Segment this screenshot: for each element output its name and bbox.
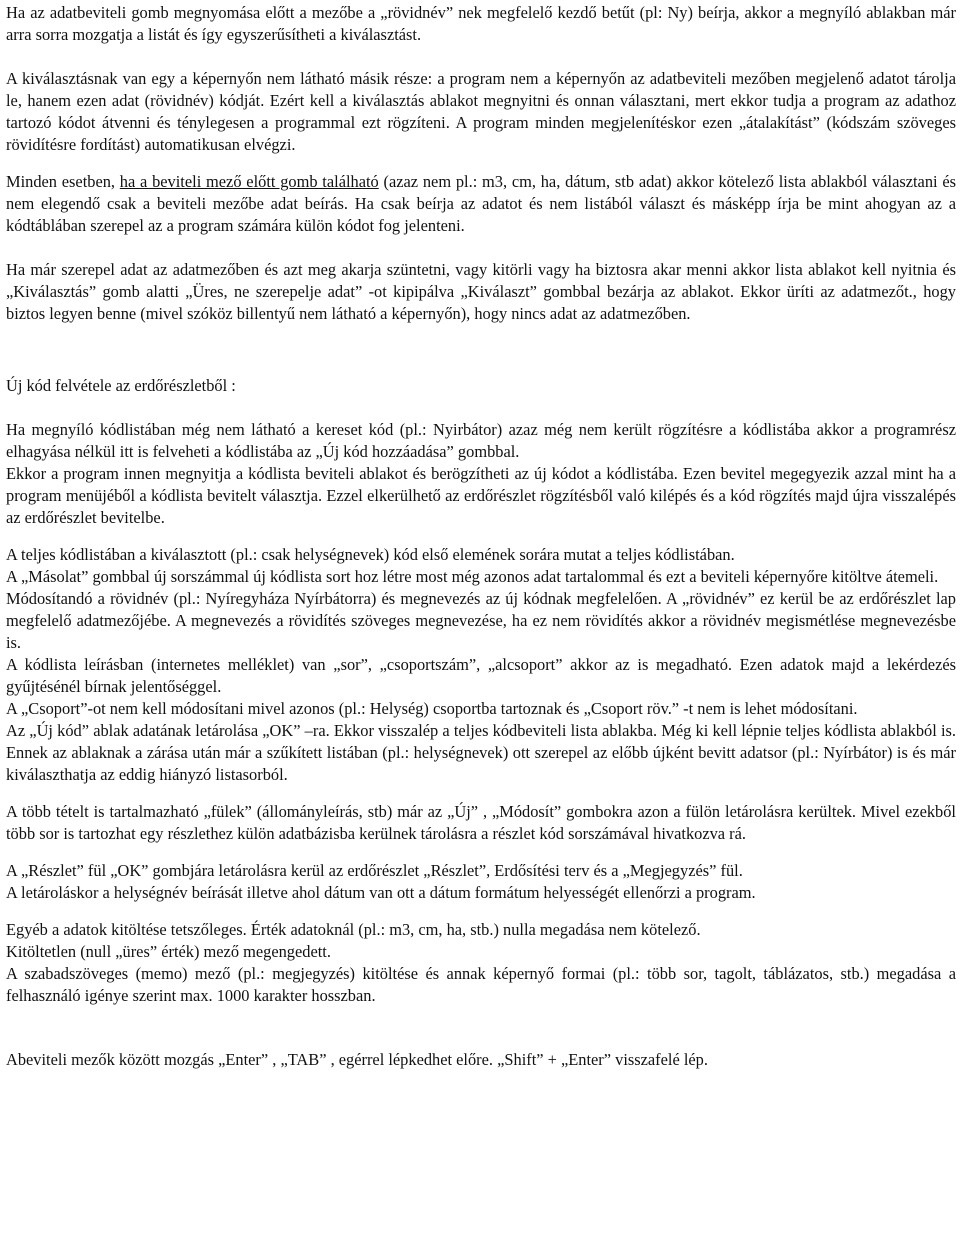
paragraph-code-entry-window: Ekkor a program innen megnyitja a kódlista beviteli ablakot és berögzítheti az új kódot a kódlistába. Ezen bevitel megegyezik azzal mint ha a program menüjéből a kódlista bevitelt választja. Ezzel elkerülhető az erdőrészlet rögzítésből való kilépés és a kód rögzítés majd újra visszalépés az erdőrészlet bevitelbe. [6, 464, 956, 527]
underlined-condition: ha a beviteli mező előtt gomb található [119, 172, 379, 191]
paragraph-memo-field: A szabadszöveges (memo) mező (pl.: megjegyzés) kitöltése és annak képernyő formai (pl.: több sor, tagolt, táblázatos, stb.) megadása a felhasználó igénye szerint max. 1000 karakter hosszban. [6, 964, 956, 1005]
paragraph-save-new-code: Az „Új kód” ablak adatának letárolása „OK” –ra. Ekkor visszalép a teljes kódbeviteli lista ablakba. Még ki kell lépnie teljes kódlista ablakból is. Ennek az ablaknak a zárása után már a szűkített listában (pl.: helységnevek) ott szerepel az előbb újként bevitt adatsor (pl.: Nyírbátor) is és már kiválaszthatja az eddig hiányzó listasorból. [6, 721, 956, 784]
paragraph-navigation-keys: Abeviteli mezők között mozgás „Enter” , „TAB” , egérrel lépkedhet előre. „Shift” + „Enter” visszafelé lép. [6, 1050, 708, 1069]
paragraph-tabs: A több tételt is tartalmazható „fülek” (állományleírás, stb) már az „Új” , „Módosít” gombokra azon a fülön letárolásra kerültek. Mivel ezekből több sor is tartozhat egy részlethez külön adatbázisba kerülnek tárolásra a részlet kód sorszámával hivatkozva rá. [6, 802, 956, 843]
paragraph-modify-shortname: Módosítandó a rövidnév (pl.: Nyíregyháza Nyírbátorra) és megnevezés az új kódnak megfelelően. A „rövidnév” ez kerül be az erdőrészlet lap megfelelő adatmezőjébe. A megnevezés a rövidítés szöveges megnevezése, ha ez nem rövidítés akkor a rövidnév megismétlése megnevezésbe is. [6, 589, 956, 652]
paragraph-mandatory-list [6, 171, 956, 237]
paragraph-full-list: A teljes kódlistában a kiválasztott (pl.: csak helységnevek) kód első elemének sorára mutat a teljes kódlistában. [6, 545, 735, 564]
paragraph-hidden-code: A kiválasztásnak van egy a képernyőn nem látható másik része: a program nem a képernyőn az adatbeviteli mezőben megjelenő adatot tárolja le, hanem ezen adat (rövidnév) kódját. Ezért kell a kiválasztás ablakot megnyitni és onnan választani, mert ekkor tudja a program az adathoz tartozó kódot átvenni és ténylegesen a programmal ezt rögzíteni. A program minden megjelenítéskor ezen „átalakítást” (kódszám szöveges rövidítésre fordítást) automatikusan elvégzi. [6, 69, 956, 154]
paragraph-shortname-typing: Ha az adatbeviteli gomb megnyomása előtt a mezőbe a „rövidnév” nek megfelelő kezdő betűt (pl: Ny) beírja, akkor a megnyíló ablakban már arra sorra mozgatja a listát és így egyszerűsítheti a kiválasztást. [6, 3, 956, 44]
paragraph-clear-field: Ha már szerepel adat az adatmezőben és azt meg akarja szüntetni, vagy kitörli vagy ha biztosra akar menni akkor lista ablakot kell nyitnia és „Kiválasztás” gomb alatti „Üres, ne szerepelje adat” -ot kipipálva „Kiválaszt” gombbal bezárja az ablakot. Ekkor üríti az adatmezőt., hogy biztos legyen benne (mivel szóköz billentyű nem látható a képernyőn), hogy nincs adat az adatmezőben. [6, 260, 956, 323]
paragraph-list-description: A kódlista leírásban (internetes melléklet) van „sor”, „csoportszám”, „alcsoport” akkor az is megadható. Ezen adatok majd a lekérdezés gyűjtésénél bírnak jelentőséggel. [6, 655, 956, 696]
paragraph-mandatory-list-end: (azaz nem pl.: m3, cm, ha, dátum, stb adat) akkor kötelező lista ablakból választani és nem elegendő csak a beviteli mezőbe adat beírás. Ha csak beírja az adatot és nem listából választ és másképp írja be mint ahogyan az a kódtáblában szerepel az a program számára külön kódot fog jelenteni. [6, 172, 957, 235]
document-page [6, 2, 956, 1071]
paragraph-detail-ok: A „Részlet” fül „OK” gombjára letárolásra kerül az erdőrészlet „Részlet”, Erdősítési terv és a „Megjegyzés” fül. [6, 861, 743, 880]
paragraph-copy-button: A „Másolat” gombbal új sorszámmal új kódlista sort hoz létre most még azonos adat tartalommal és ezt a beviteli képernyőre kitöltve átemeli. [6, 567, 939, 586]
paragraph-null-allowed: Kitöltetlen (null „üres” érték) mező megengedett. [6, 942, 331, 961]
paragraph-group: A „Csoport”-ot nem kell módosítani mivel azonos (pl.: Helység) csoportba tartoznak és „Csoport röv.” -t nem is lehet módosítani. [6, 699, 858, 718]
paragraph-optional-data: Egyéb a adatok kitöltése tetszőleges. Érték adatoknál (pl.: m3, cm, ha, stb.) nulla megadása nem kötelező. [6, 920, 701, 939]
section-heading: Új kód felvétele az erdőrészletből : [6, 376, 236, 395]
paragraph-new-code: Ha megnyíló kódlistában még nem látható a kereset kód (pl.: Nyirbátor) azaz még nem került rögzítésre a kódlistába akkor a programrész elhagyása nélkül itt is felveheti a kódlistába az „Új kód hozzáadása” gombbal. [6, 420, 956, 461]
paragraph-mandatory-list-start: Minden esetben, [6, 172, 120, 191]
paragraph-validation: A letároláskor a helységnév beírását illetve ahol dátum van ott a dátum formátum helyességét ellenőrzi a program. [6, 883, 756, 902]
